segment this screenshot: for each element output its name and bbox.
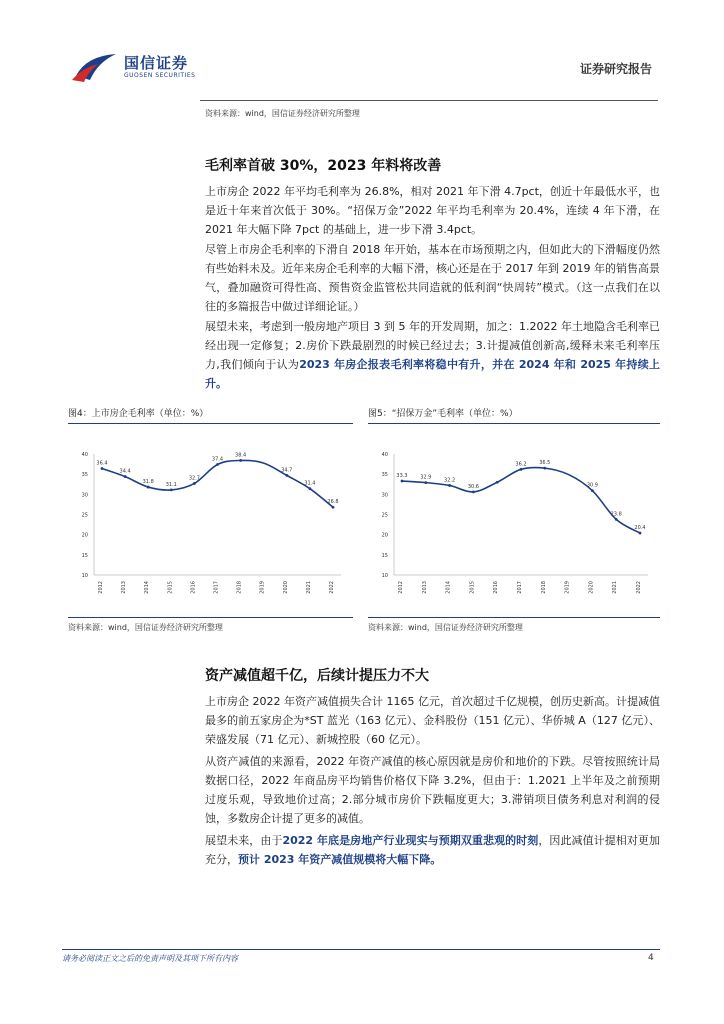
x-tick-label: 2021 xyxy=(612,581,619,594)
data-point xyxy=(448,484,451,487)
y-tick-label: 25 xyxy=(81,512,88,519)
x-tick-label: 2022 xyxy=(329,581,335,594)
data-label: 36.5 xyxy=(539,460,551,467)
data-label: 32.7 xyxy=(188,475,200,482)
data-point xyxy=(170,488,173,491)
logo-text-en: GUOSEN SECURITIES xyxy=(124,72,196,79)
x-tick-label: 2016 xyxy=(493,581,500,594)
fig5-chart xyxy=(368,440,660,615)
data-point xyxy=(193,482,196,485)
x-tick-label: 2017 xyxy=(517,581,523,594)
x-tick-label: 2015 xyxy=(167,581,174,594)
fig4-rule xyxy=(68,423,353,424)
x-tick-label: 2018 xyxy=(540,581,547,594)
logo-text-cn: 国信证券 xyxy=(124,54,189,72)
data-label: 23.8 xyxy=(610,511,622,518)
data-point xyxy=(285,474,288,477)
report-type-label: 证券研究报告 xyxy=(579,62,652,76)
x-tick-label: 2013 xyxy=(421,581,428,594)
data-label: 37.4 xyxy=(211,456,224,463)
data-point xyxy=(309,487,312,490)
data-point xyxy=(496,481,499,484)
fig4-title: 图4：上市房企毛利率（单位：%） xyxy=(68,409,209,419)
fig4-bottom-rule xyxy=(68,617,353,618)
series-line xyxy=(402,467,640,533)
s2-p3-text-1: 展望未来，由于 xyxy=(205,834,283,847)
top-source-note: 资料来源：wind，国信证券经济研究所整理 xyxy=(205,109,360,118)
data-point xyxy=(101,467,104,470)
y-tick-label: 35 xyxy=(81,472,88,479)
section1-paragraph-3 xyxy=(205,317,660,393)
section1-paragraph-1: 上市房企 2022 年平均毛利率为 26.8%，相对 2021 年下滑 4.7pct，创近十年最低水平，也是近十年来首次低于 30%。“招保万金”2022 年平均毛利率为 20.4%，连续 4 年下滑，在 2021 年大幅下降 7pct 的基础上，进一步下滑 3.4pct。 xyxy=(205,185,660,236)
footer-divider xyxy=(62,949,660,950)
fig4-chart xyxy=(68,440,353,615)
y-tick-label: 35 xyxy=(381,472,388,479)
data-point xyxy=(332,506,335,509)
section2-paragraph-1: 上市房企 2022 年资产减值损失合计 1165 亿元，首次超过千亿规模，创历史新高。计提减值最多的前五家房企为*ST 蓝光（163 亿元）、金科股份（151 亿元）、华侨城 A（127 亿元）、荣盛发展（71 亿元）、新城控股（60 亿元）。 xyxy=(205,695,660,746)
data-label: 36.2 xyxy=(515,461,527,468)
data-label: 31.1 xyxy=(165,481,177,488)
y-tick-label: 15 xyxy=(81,552,88,559)
page-number: 4 xyxy=(648,953,654,963)
s2-p3-highlight-1: 2022 年底是房地产行业现实与预期双重悲观的时刻 xyxy=(282,834,539,847)
footer-disclaimer: 请务必阅读正文之后的免责声明及其项下所有内容 xyxy=(62,954,238,963)
x-tick-label: 2018 xyxy=(236,581,243,594)
data-label: 36.4 xyxy=(96,460,108,467)
y-tick-label: 15 xyxy=(381,552,388,559)
data-point xyxy=(543,467,546,470)
fig5-rule xyxy=(368,423,660,424)
data-label: 31.8 xyxy=(142,479,154,486)
y-tick-label: 30 xyxy=(81,492,88,499)
guosen-logo-icon xyxy=(72,50,120,84)
data-point xyxy=(216,463,219,466)
data-point xyxy=(591,489,594,492)
data-label: 32.2 xyxy=(444,477,456,484)
data-label: 34.4 xyxy=(119,468,131,475)
fig5-title: 图5：“招保万金”毛利率（单位：%） xyxy=(368,409,518,419)
s2-p3-highlight-2: 预计 2023 年资产减值规模将大幅下降。 xyxy=(238,853,442,866)
data-label: 32.9 xyxy=(420,474,432,481)
fig4-source: 资料来源：wind，国信证券经济研究所整理 xyxy=(68,623,223,632)
data-point xyxy=(424,481,427,484)
data-point xyxy=(520,468,523,471)
y-tick-label: 20 xyxy=(381,532,388,539)
data-label: 30.9 xyxy=(586,482,598,489)
p3-text: 展望未来，考虑到一般房地产项目 3 到 5 年的开发周期，加之：1.2022 年土地隐含毛利率已经出现一定修复；2.房价下跌最剧烈的时候已经过去；3.计提减值创新高,缓释未来毛利率压力,我们倾向于认为 xyxy=(205,320,660,371)
y-tick-label: 40 xyxy=(81,452,88,458)
fig5-bottom-rule xyxy=(368,617,660,618)
y-tick-label: 10 xyxy=(81,573,88,579)
data-label: 34.7 xyxy=(281,467,293,474)
header-divider xyxy=(200,100,658,101)
data-point xyxy=(124,475,127,478)
data-label: 30.6 xyxy=(467,483,479,490)
section2-paragraph-3 xyxy=(205,831,660,869)
fig5-source: 资料来源：wind，国信证券经济研究所整理 xyxy=(368,623,523,632)
x-tick-label: 2012 xyxy=(98,581,104,594)
data-point xyxy=(239,459,242,462)
y-tick-label: 40 xyxy=(381,452,388,458)
y-tick-label: 10 xyxy=(381,573,388,579)
section1-heading: 毛利率首破 30%，2023 年料将改善 xyxy=(205,158,442,174)
section2-heading: 资产减值超千亿，后续计提压力不大 xyxy=(205,668,429,684)
section1-paragraph-2: 尽管上市房企毛利率的下滑自 2018 年开始，基本在市场预期之内，但如此大的下滑幅度仍然有些始料未及。近年来房企毛利率的大幅下滑，核心还是在于 2017 年到 2019 年的销售高景气，叠加融资可得性高、预售资金监管松共同造就的低利润“快周转”模式。（这一点我们在以往的多篇报告中做过详细论证。） xyxy=(205,243,660,313)
series-line xyxy=(102,460,333,507)
data-point xyxy=(472,491,475,494)
s2-p3-text-2: ，因此减值计提相对更加充分， xyxy=(205,834,660,866)
data-label: 31.4 xyxy=(304,480,316,487)
data-label: 20.4 xyxy=(634,525,646,532)
y-tick-label: 25 xyxy=(381,512,388,519)
p3-highlight: 2023 年房企报表毛利率将稳中有升，并在 2024 年和 2025 年持续上升。 xyxy=(205,358,660,390)
x-tick-label: 2021 xyxy=(305,581,312,594)
section2-paragraph-2: 从资产减值的来源看，2022 年资产减值的核心原因就是房价和地价的下跌。尽管按照统计局数据口径，2022 年商品房平均销售价格仅下降 3.2%，但由于：1.2021 上半年及之前预期过度乐观，导致地价过高；2.部分城市房价下跌幅度更大；3.滞销项目债务利息对利润的侵蚀，多数房企计提了更多的减值。 xyxy=(205,755,660,825)
x-tick-label: 2016 xyxy=(190,581,197,594)
x-tick-label: 2013 xyxy=(121,581,128,594)
x-tick-label: 2017 xyxy=(213,581,220,594)
data-label: 26.8 xyxy=(327,499,339,506)
x-tick-label: 2019 xyxy=(259,581,266,594)
x-tick-label: 2015 xyxy=(469,581,476,594)
x-tick-label: 2014 xyxy=(144,581,151,594)
x-tick-label: 2014 xyxy=(445,581,452,594)
y-tick-label: 30 xyxy=(381,492,388,499)
data-label: 33.3 xyxy=(396,473,408,480)
data-point xyxy=(615,518,618,521)
data-point xyxy=(401,480,404,483)
x-tick-label: 2020 xyxy=(588,581,595,594)
x-tick-label: 2019 xyxy=(564,581,571,594)
data-point xyxy=(639,532,642,535)
data-label: 38.4 xyxy=(235,452,247,459)
x-tick-label: 2022 xyxy=(636,581,642,594)
data-point xyxy=(147,486,150,489)
y-tick-label: 20 xyxy=(81,532,88,539)
x-tick-label: 2020 xyxy=(282,581,289,594)
x-tick-label: 2012 xyxy=(398,581,404,594)
